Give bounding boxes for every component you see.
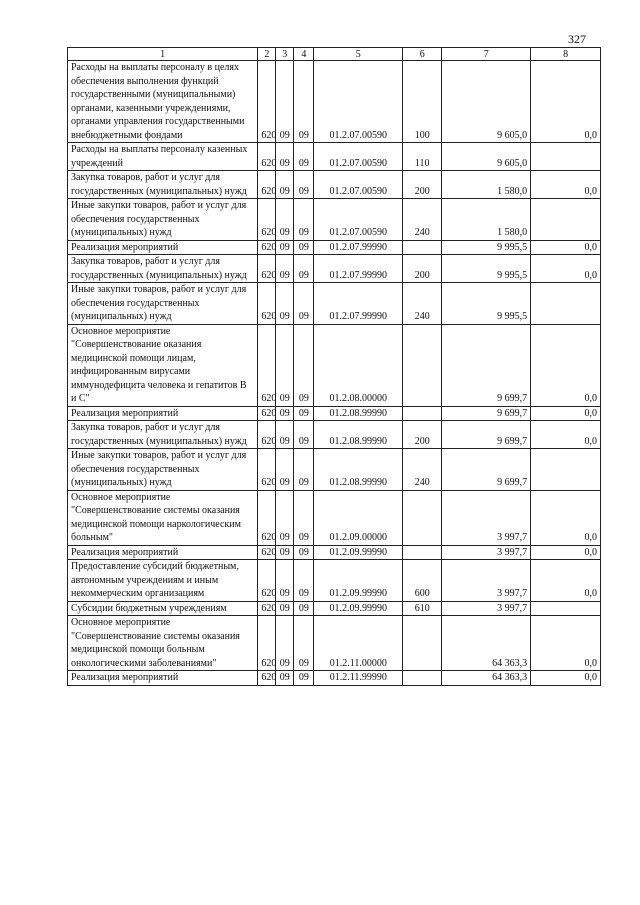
amount-cell: 9 699,7: [442, 421, 531, 449]
row-name-cell: Расходы на выплаты персоналу казенных учреждений: [68, 143, 258, 171]
expense-type-code-cell: 200: [403, 255, 442, 283]
ministry-code-cell: 620: [258, 324, 276, 406]
subsection-code-cell: 09: [294, 283, 314, 325]
expense-type-code-cell: 240: [403, 283, 442, 325]
row-name-cell: Субсидии бюджетным учреждениям: [68, 601, 258, 616]
row-name-cell: Основное мероприятие "Совершенствование системы оказания медицинской помощи больным онкологическими заболеваниями": [68, 616, 258, 671]
section-code-cell: 09: [276, 255, 294, 283]
section-code-cell: 09: [276, 406, 294, 421]
change-amount-cell: 0,0: [531, 61, 601, 143]
amount-cell: 9 699,7: [442, 406, 531, 421]
column-header: 4: [294, 48, 314, 61]
table-row: [68, 449, 601, 491]
amount-cell: 3 997,7: [442, 560, 531, 602]
section-code-cell: 09: [276, 171, 294, 199]
change-amount-cell: 0,0: [531, 616, 601, 671]
change-amount-cell: 0,0: [531, 421, 601, 449]
change-amount-cell: [531, 449, 601, 491]
amount-cell: 9 605,0: [442, 61, 531, 143]
row-name-cell: Основное мероприятие "Совершенствование системы оказания медицинской помощи наркологическим больным": [68, 490, 258, 545]
expense-type-code-cell: [403, 671, 442, 686]
subsection-code-cell: 09: [294, 421, 314, 449]
row-name-cell: Закупка товаров, работ и услуг для государственных (муниципальных) нужд: [68, 421, 258, 449]
ministry-code-cell: 620: [258, 421, 276, 449]
row-name-cell: Реализация мероприятий: [68, 545, 258, 560]
column-header: 8: [531, 48, 601, 61]
table-row: [68, 255, 601, 283]
table-row: [68, 324, 601, 406]
change-amount-cell: 0,0: [531, 171, 601, 199]
row-name-cell: Закупка товаров, работ и услуг для государственных (муниципальных) нужд: [68, 171, 258, 199]
column-header: 1: [68, 48, 258, 61]
target-article-code-cell: 01.2.08.99990: [314, 449, 403, 491]
expense-type-code-cell: [403, 240, 442, 255]
row-name-cell: Реализация мероприятий: [68, 406, 258, 421]
target-article-code-cell: 01.2.08.99990: [314, 421, 403, 449]
row-name-cell: Иные закупки товаров, работ и услуг для обеспечения государственных (муниципальных) нужд: [68, 449, 258, 491]
subsection-code-cell: 09: [294, 255, 314, 283]
table-row: [68, 171, 601, 199]
target-article-code-cell: 01.2.09.00000: [314, 490, 403, 545]
target-article-code-cell: 01.2.07.00590: [314, 199, 403, 241]
section-code-cell: 09: [276, 199, 294, 241]
row-name-cell: Основное мероприятие "Совершенствование оказания медицинской помощи лицам, инфицированным вирусами иммунодефицита человека и гепатитов В и С": [68, 324, 258, 406]
amount-cell: 64 363,3: [442, 671, 531, 686]
table-row: [68, 671, 601, 686]
column-header: 3: [276, 48, 294, 61]
table-row: [68, 490, 601, 545]
amount-cell: 3 997,7: [442, 545, 531, 560]
target-article-code-cell: 01.2.11.99990: [314, 671, 403, 686]
change-amount-cell: 0,0: [531, 560, 601, 602]
row-name-cell: Иные закупки товаров, работ и услуг для обеспечения государственных (муниципальных) нужд: [68, 199, 258, 241]
section-code-cell: 09: [276, 449, 294, 491]
change-amount-cell: 0,0: [531, 671, 601, 686]
page-number: 327: [568, 32, 586, 46]
table-row: [68, 560, 601, 602]
table-body: [68, 61, 601, 686]
ministry-code-cell: 620: [258, 616, 276, 671]
amount-cell: 9 699,7: [442, 449, 531, 491]
column-header: 5: [314, 48, 403, 61]
ministry-code-cell: 620: [258, 255, 276, 283]
table-row: [68, 601, 601, 616]
section-code-cell: 09: [276, 616, 294, 671]
target-article-code-cell: 01.2.07.00590: [314, 171, 403, 199]
column-header: 2: [258, 48, 276, 61]
target-article-code-cell: 01.2.07.99990: [314, 283, 403, 325]
amount-cell: 9 995,5: [442, 240, 531, 255]
target-article-code-cell: 01.2.07.99990: [314, 240, 403, 255]
table-row: [68, 283, 601, 325]
amount-cell: 9 995,5: [442, 283, 531, 325]
subsection-code-cell: 09: [294, 324, 314, 406]
subsection-code-cell: 09: [294, 143, 314, 171]
row-name-cell: Расходы на выплаты персоналу в целях обеспечения выполнения функций государственными (муниципальными) органами, казенными учреждениями, органами управления государственными внебюджетными фондами: [68, 61, 258, 143]
ministry-code-cell: 620: [258, 199, 276, 241]
row-name-cell: Закупка товаров, работ и услуг для государственных (муниципальных) нужд: [68, 255, 258, 283]
change-amount-cell: 0,0: [531, 324, 601, 406]
expense-type-code-cell: [403, 545, 442, 560]
table-row: [68, 143, 601, 171]
column-header: 7: [442, 48, 531, 61]
subsection-code-cell: 09: [294, 490, 314, 545]
subsection-code-cell: 09: [294, 406, 314, 421]
change-amount-cell: [531, 199, 601, 241]
amount-cell: 1 580,0: [442, 171, 531, 199]
expense-type-code-cell: 240: [403, 449, 442, 491]
subsection-code-cell: 09: [294, 449, 314, 491]
row-name-cell: Предоставление субсидий бюджетным, автономным учреждениям и иным некоммерческим организациям: [68, 560, 258, 602]
expense-type-code-cell: [403, 324, 442, 406]
row-name-cell: Иные закупки товаров, работ и услуг для обеспечения государственных (муниципальных) нужд: [68, 283, 258, 325]
header-row: [68, 48, 601, 61]
table-row: [68, 199, 601, 241]
table-row: [68, 240, 601, 255]
section-code-cell: 09: [276, 283, 294, 325]
expense-type-code-cell: 600: [403, 560, 442, 602]
section-code-cell: 09: [276, 421, 294, 449]
expense-type-code-cell: 200: [403, 421, 442, 449]
target-article-code-cell: 01.2.08.00000: [314, 324, 403, 406]
amount-cell: 64 363,3: [442, 616, 531, 671]
change-amount-cell: [531, 601, 601, 616]
ministry-code-cell: 620: [258, 490, 276, 545]
table-row: [68, 545, 601, 560]
change-amount-cell: 0,0: [531, 545, 601, 560]
ministry-code-cell: 620: [258, 240, 276, 255]
change-amount-cell: [531, 283, 601, 325]
amount-cell: 1 580,0: [442, 199, 531, 241]
table-row: [68, 421, 601, 449]
amount-cell: 9 699,7: [442, 324, 531, 406]
change-amount-cell: [531, 143, 601, 171]
section-code-cell: 09: [276, 61, 294, 143]
expense-type-code-cell: 610: [403, 601, 442, 616]
target-article-code-cell: 01.2.09.99990: [314, 560, 403, 602]
row-name-cell: Реализация мероприятий: [68, 240, 258, 255]
ministry-code-cell: 620: [258, 283, 276, 325]
ministry-code-cell: 620: [258, 560, 276, 602]
row-name-cell: Реализация мероприятий: [68, 671, 258, 686]
subsection-code-cell: 09: [294, 545, 314, 560]
ministry-code-cell: 620: [258, 449, 276, 491]
subsection-code-cell: 09: [294, 560, 314, 602]
section-code-cell: 09: [276, 560, 294, 602]
ministry-code-cell: 620: [258, 171, 276, 199]
target-article-code-cell: 01.2.09.99990: [314, 545, 403, 560]
ministry-code-cell: 620: [258, 143, 276, 171]
table-row: [68, 61, 601, 143]
change-amount-cell: 0,0: [531, 490, 601, 545]
table-row: [68, 616, 601, 671]
section-code-cell: 09: [276, 545, 294, 560]
subsection-code-cell: 09: [294, 601, 314, 616]
subsection-code-cell: 09: [294, 616, 314, 671]
amount-cell: 3 997,7: [442, 490, 531, 545]
expense-type-code-cell: [403, 406, 442, 421]
ministry-code-cell: 620: [258, 671, 276, 686]
target-article-code-cell: 01.2.07.00590: [314, 143, 403, 171]
change-amount-cell: 0,0: [531, 240, 601, 255]
target-article-code-cell: 01.2.07.99990: [314, 255, 403, 283]
section-code-cell: 09: [276, 240, 294, 255]
section-code-cell: 09: [276, 671, 294, 686]
amount-cell: 9 995,5: [442, 255, 531, 283]
section-code-cell: 09: [276, 490, 294, 545]
target-article-code-cell: 01.2.09.99990: [314, 601, 403, 616]
budget-table: [67, 47, 601, 686]
target-article-code-cell: 01.2.08.99990: [314, 406, 403, 421]
subsection-code-cell: 09: [294, 171, 314, 199]
change-amount-cell: 0,0: [531, 255, 601, 283]
expense-type-code-cell: [403, 490, 442, 545]
expense-type-code-cell: 100: [403, 61, 442, 143]
table-row: [68, 406, 601, 421]
ministry-code-cell: 620: [258, 61, 276, 143]
expense-type-code-cell: 110: [403, 143, 442, 171]
expense-type-code-cell: 200: [403, 171, 442, 199]
section-code-cell: 09: [276, 143, 294, 171]
subsection-code-cell: 09: [294, 199, 314, 241]
ministry-code-cell: 620: [258, 545, 276, 560]
amount-cell: 3 997,7: [442, 601, 531, 616]
column-header: 6: [403, 48, 442, 61]
target-article-code-cell: 01.2.11.00000: [314, 616, 403, 671]
expense-type-code-cell: 240: [403, 199, 442, 241]
subsection-code-cell: 09: [294, 61, 314, 143]
expense-type-code-cell: [403, 616, 442, 671]
section-code-cell: 09: [276, 324, 294, 406]
subsection-code-cell: 09: [294, 671, 314, 686]
ministry-code-cell: 620: [258, 601, 276, 616]
change-amount-cell: 0,0: [531, 406, 601, 421]
amount-cell: 9 605,0: [442, 143, 531, 171]
ministry-code-cell: 620: [258, 406, 276, 421]
section-code-cell: 09: [276, 601, 294, 616]
target-article-code-cell: 01.2.07.00590: [314, 61, 403, 143]
subsection-code-cell: 09: [294, 240, 314, 255]
